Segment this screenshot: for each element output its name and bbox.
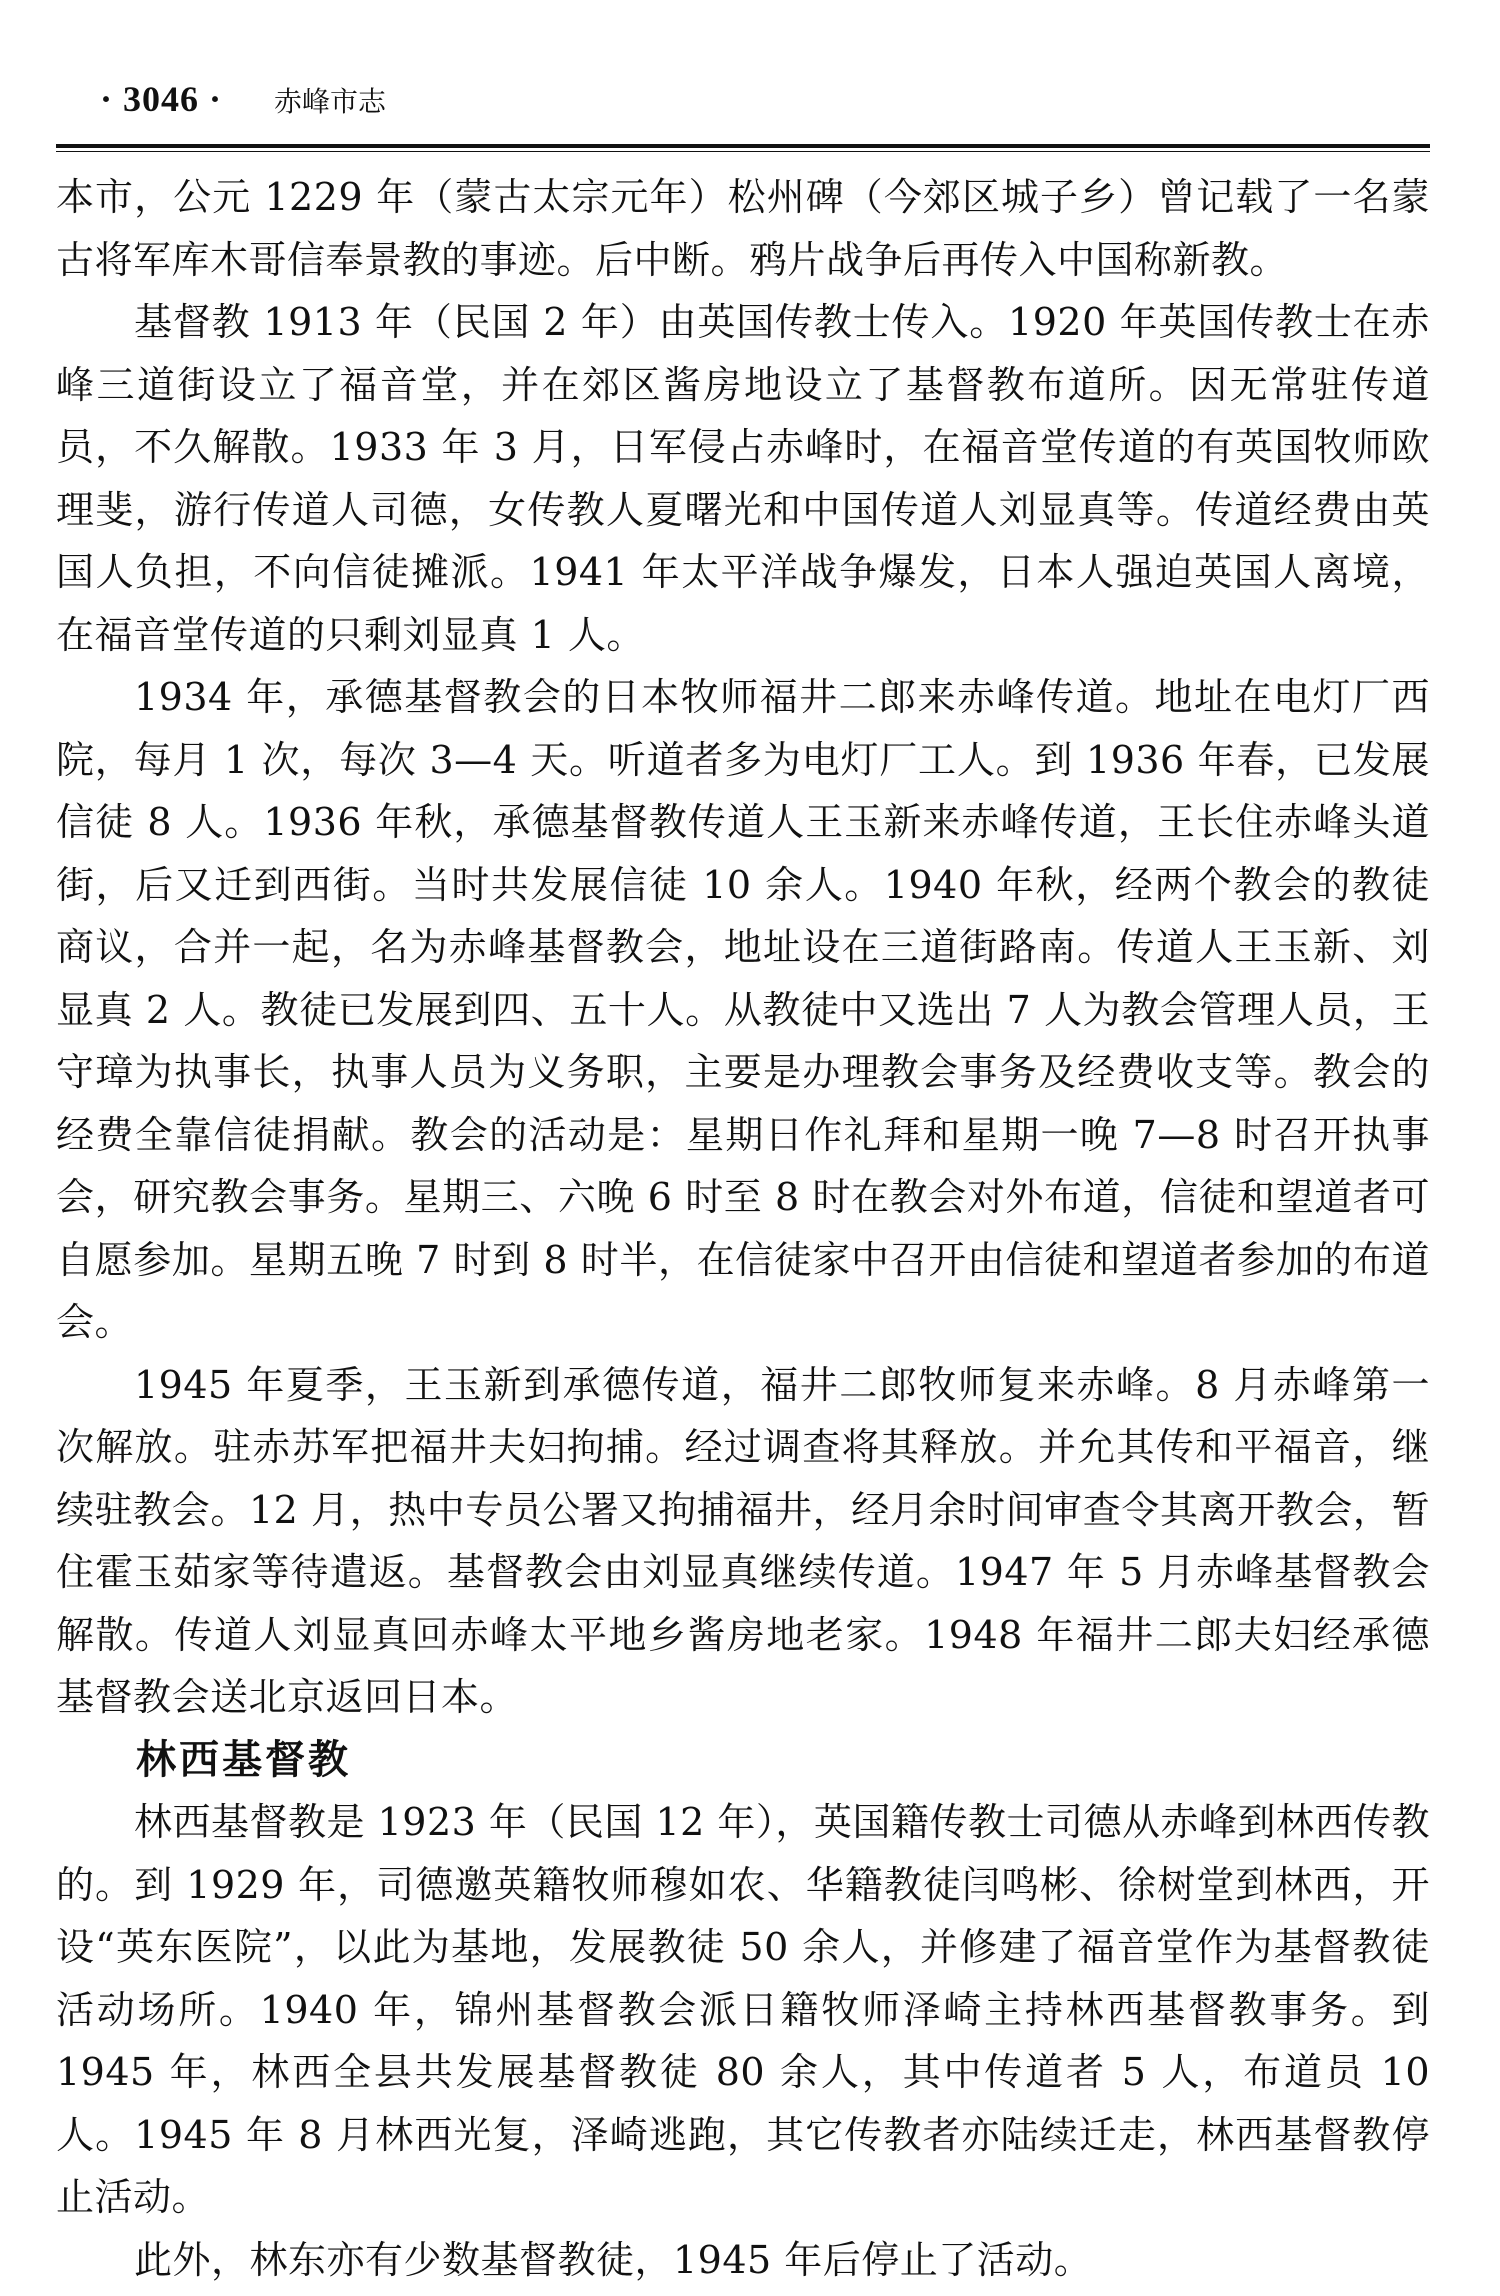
paragraph: 此外，林东亦有少数基督教徒，1945 年后停止了活动。 bbox=[134, 2237, 1093, 2282]
paragraph: 1945 年夏季，王玉新到承德传道，福井二郎牧师复来赤峰。8 月赤峰第一次解放。驻赤苏军把福井夫妇拘捕。经过调查将其释放。并允其传和平福音，继续驻教会。12 月，热中专员公署又拘捕福井，经月余时间审查令其离开教会，暂住霍玉茹家等待遣返。基督教会由刘显真继续传道。1947 年 5 月赤峰基督教会解散。传道人刘显真回赤峰太平地乡酱房地老家。1948 年福井二郎夫妇经承德基督教会送北京返回日本。 bbox=[56, 1362, 1430, 1719]
paragraph: 林西基督教是 1923 年（民国 12 年），英国籍传教士司德从赤峰到林西传教的。到 1929 年，司德邀英籍牧师穆如农、华籍教徒闫鸣彬、徐树堂到林西，开设“英东医院”，以此为基地，发展教徒 50 余人，并修建了福音堂作为基督教徒活动场所。1940 年，锦州基督教会派日籍牧师泽崎主持林西基督教事务。到 1945 年，林西全县共发展基督教徒 80 余人，其中传道者 5 人，布道员 10 人。1945 年 8 月林西光复，泽崎逃跑，其它传教者亦陆续迁走，林西基督教停止活动。 bbox=[56, 1800, 1430, 2219]
section-heading: 林西基督教 bbox=[136, 1735, 351, 1783]
page-number: · 3046 · bbox=[100, 79, 223, 119]
paragraph: 基督教 1913 年（民国 2 年）由英国传教士传入。1920 年英国传教士在赤峰三道街设立了福音堂，并在郊区酱房地设立了基督教布道所。因无常驻传道员，不久解散。1933 年 3 月，日军侵占赤峰时，在福音堂传道的有英国牧师欧理斐，游行传道人司德，女传教人夏曙光和中国传道人刘显真等。传道经费由英国人负担，不向信徒摊派。1941 年太平洋战争爆发，日本人强迫英国人离境，在福音堂传道的只剩刘显真 1 人。 bbox=[56, 300, 1430, 657]
paragraph: 1934 年，承德基督教会的日本牧师福井二郎来赤峰传道。地址在电灯厂西院，每月 1 次，每次 3—4 天。听道者多为电灯厂工人。到 1936 年春，已发展信徒 8 人。1936 年秋，承德基督教传道人王玉新来赤峰传道，王长住赤峰头道街，后又迁到西街。当时共发展信徒 10 余人。1940 年秋，经两个教会的教徒商议，合并一起，名为赤峰基督教会，地址设在三道街路南。传道人王玉新、刘显真 2 人。教徒已发展到四、五十人。从教徒中又选出 7 人为教会管理人员，王守璋为执事长，执事人员为义务职，主要是办理教会事务及经费收支等。教会的经费全靠信徒捐献。教会的活动是：星期日作礼拜和星期一晚 7—8 时召开执事会，研究教会事务。星期三、六晚 6 时至 8 时在教会对外布道，信徒和望道者可自愿参加。星期五晚 7 时到 8 时半，在信徒家中召开由信徒和望道者参加的布道会。 bbox=[56, 675, 1430, 1344]
header-rule bbox=[56, 144, 1430, 152]
running-header bbox=[56, 78, 1430, 136]
book-title: 赤峰市志 bbox=[274, 85, 387, 118]
body-text bbox=[56, 166, 1430, 2291]
paragraph-continued: 本市，公元 1229 年（蒙古太宗元年）松州碑（今郊区城子乡）曾记载了一名蒙古将军库木哥信奉景教的事迹。后中断。鸦片战争后再传入中国称新教。 bbox=[56, 175, 1430, 282]
